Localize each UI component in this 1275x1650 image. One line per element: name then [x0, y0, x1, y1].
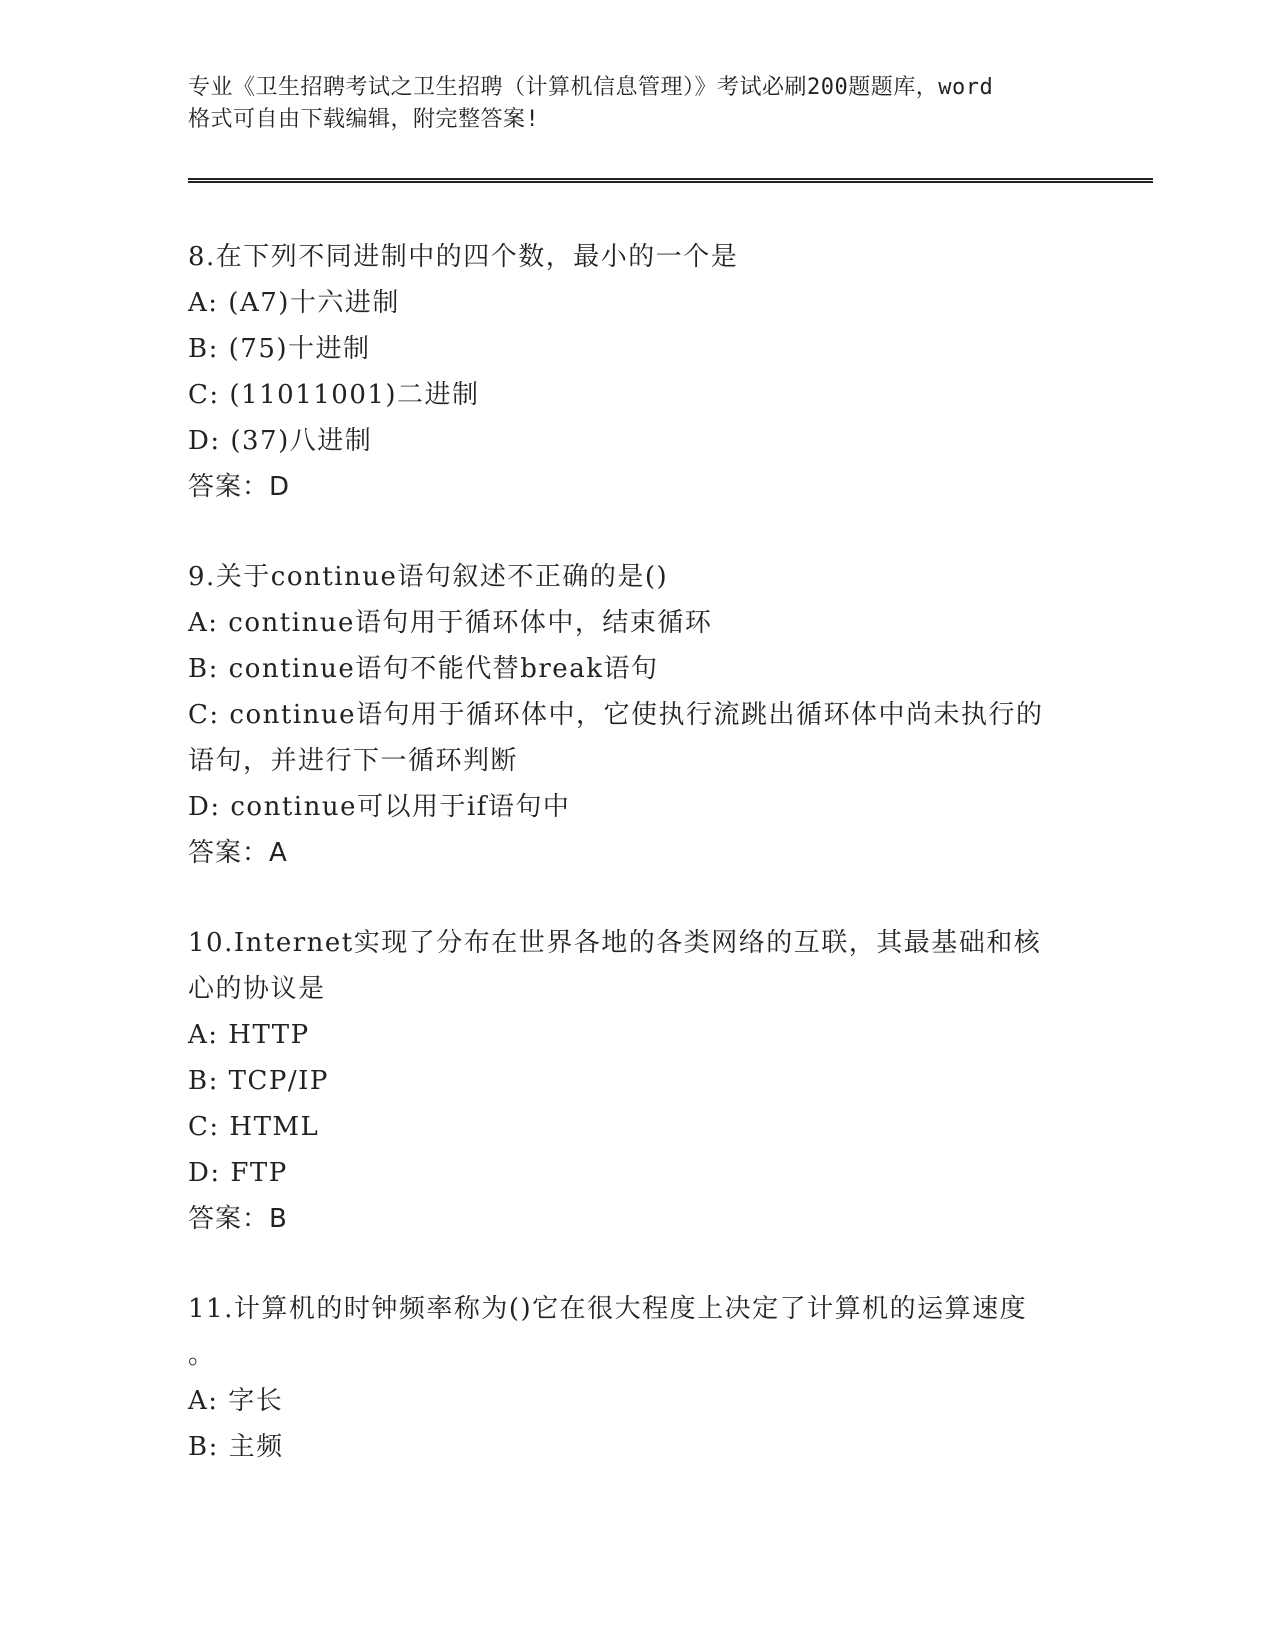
- option-d: D: FTP: [188, 1158, 288, 1188]
- option-d: D: (37)八进制: [188, 426, 373, 456]
- question-stem: 8.在下列不同进制中的四个数，最小的一个是: [188, 242, 739, 272]
- question-list: [188, 234, 1088, 1514]
- question-stem: 9.关于continue语句叙述不正确的是(): [188, 562, 669, 592]
- answer-line: 答案：B: [188, 1204, 288, 1234]
- question-stem-continued: 。: [188, 1340, 216, 1370]
- question-9: [188, 554, 1088, 876]
- option-b: B: (75)十进制: [188, 334, 371, 364]
- option-d: D: continue可以用于if语句中: [188, 792, 571, 822]
- question-10: [188, 920, 1088, 1242]
- option-c-continued: 语句，并进行下一循环判断: [188, 746, 519, 776]
- header-divider: [188, 178, 1153, 183]
- question-stem-continued: 心的协议是: [188, 974, 326, 1004]
- question-stem: 10.Internet实现了分布在世界各地的各类网络的互联，其最基础和核: [188, 928, 1042, 958]
- option-c: C: (11011001)二进制: [188, 380, 480, 410]
- question-8: [188, 234, 1088, 510]
- option-a: A: continue语句用于循环体中，结束循环: [188, 608, 713, 638]
- option-c: C: continue语句用于循环体中，它使执行流跳出循环体中尚未执行的: [188, 700, 1044, 730]
- option-a: A: (A7)十六进制: [188, 288, 400, 318]
- option-c: C: HTML: [188, 1112, 320, 1142]
- option-b: B: continue语句不能代替break语句: [188, 654, 659, 684]
- option-a: A: HTTP: [188, 1020, 310, 1050]
- question-stem: 11.计算机的时钟频率称为()它在很大程度上决定了计算机的运算速度: [188, 1294, 1028, 1324]
- option-b: B: TCP/IP: [188, 1066, 329, 1096]
- document-header: [188, 72, 1088, 136]
- question-11: [188, 1286, 1088, 1470]
- answer-line: 答案：D: [188, 472, 291, 502]
- header-line-1: 专业《卫生招聘考试之卫生招聘（计算机信息管理）》考试必刷200题题库，word: [188, 75, 994, 100]
- option-a: A: 字长: [188, 1386, 284, 1416]
- answer-line: 答案：A: [188, 838, 288, 868]
- option-b: B: 主频: [188, 1432, 284, 1462]
- header-line-2: 格式可自由下载编辑，附完整答案!: [188, 107, 540, 132]
